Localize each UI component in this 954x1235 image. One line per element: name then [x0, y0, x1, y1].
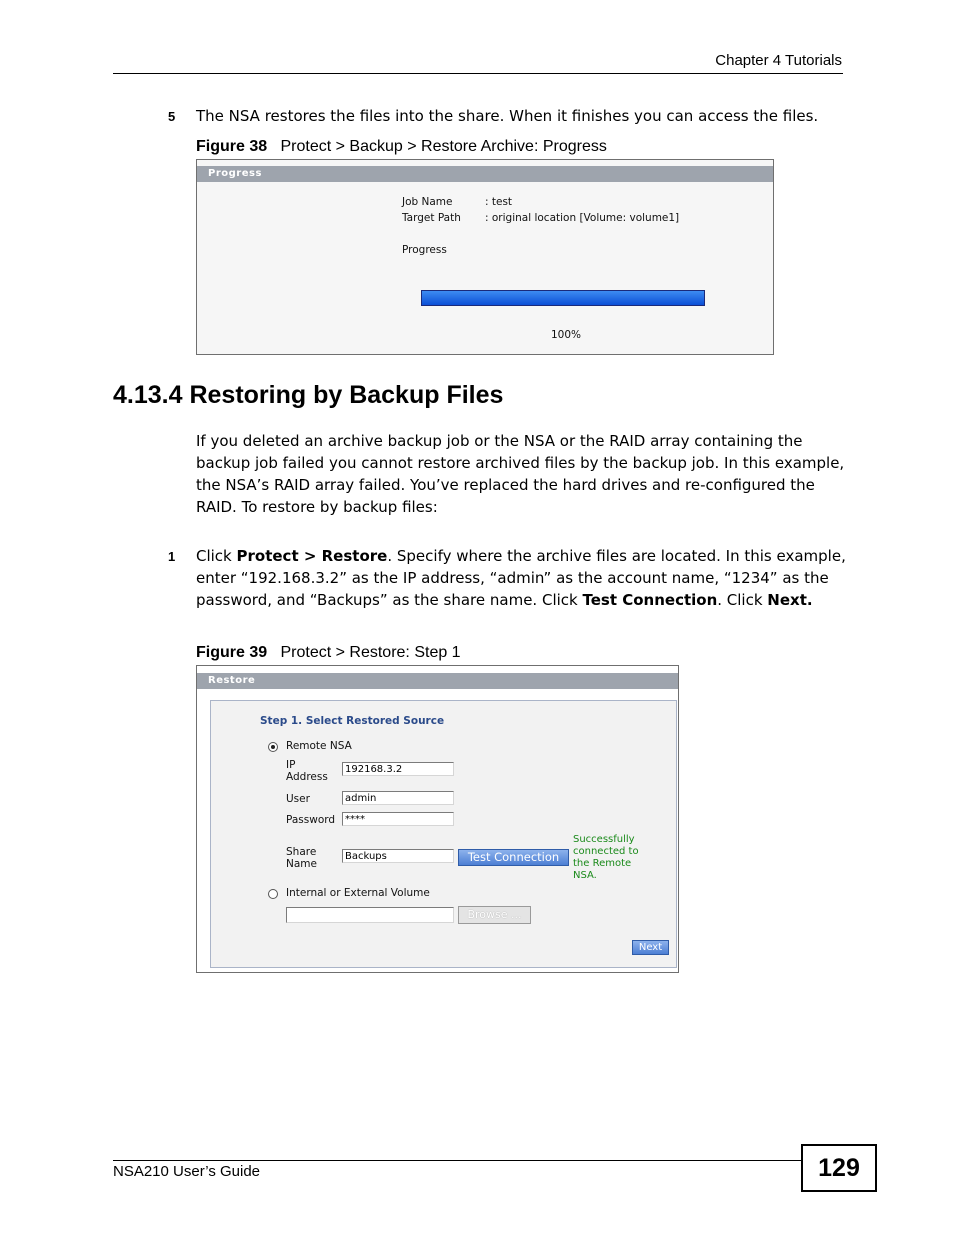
progress-bar-fill	[422, 291, 704, 305]
step-title: Step 1. Select Restored Source	[260, 715, 445, 727]
status-line: NSA.	[573, 870, 597, 881]
step-number: 5	[168, 109, 176, 124]
figure-label: Figure 38	[196, 138, 268, 155]
target-path-value: : original location [Volume: volume1]	[485, 212, 680, 224]
progress-label: Progress	[402, 244, 447, 256]
job-name-value: : test	[485, 196, 513, 208]
radio-dot	[271, 745, 275, 749]
step-text-part: Click	[196, 547, 237, 565]
user-label: User	[286, 793, 310, 805]
section-heading: 4.13.4 Restoring by Backup Files	[113, 381, 504, 409]
progress-panel	[196, 159, 774, 355]
ip-label: IP	[286, 759, 296, 771]
ip-label: Address	[286, 771, 328, 783]
share-name-label: Share	[286, 846, 317, 858]
user-input[interactable]: admin	[342, 791, 454, 805]
browse-button[interactable]: Browse ...	[458, 906, 531, 924]
restore-panel	[196, 665, 679, 973]
volume-label: Internal or External Volume	[286, 887, 430, 899]
figure-caption	[196, 138, 607, 156]
step-text: The NSA restores the files into the share. When it finishes you can access the files.	[196, 107, 819, 125]
password-input[interactable]: ****	[342, 812, 454, 826]
remote-nsa-radio[interactable]	[268, 742, 278, 752]
button-reference: Next.	[767, 591, 813, 609]
progress-percent: 100%	[551, 329, 582, 341]
button-reference: Test Connection	[582, 591, 718, 609]
page-number: 129	[801, 1144, 877, 1192]
ip-address-input[interactable]: 192168.3.2	[342, 762, 454, 776]
progress-bar	[421, 290, 705, 306]
figure-caption-text: Protect > Backup > Restore Archive: Progress	[280, 138, 607, 155]
guide-title: NSA210 User’s Guide	[113, 1163, 261, 1180]
intro-paragraph: If you deleted an archive backup job or the NSA or the RAID array containing the backup job failed you cannot restore archived files by the backup job. In this example, the NSA’s RAID array failed. You’ve replaced the hard drives and re-configured the RAID. To restore by backup files:	[196, 432, 845, 516]
header-rule	[113, 73, 843, 74]
status-line: connected to	[573, 846, 639, 857]
status-line: Successfully	[573, 834, 635, 845]
remote-nsa-label: Remote NSA	[286, 740, 352, 752]
job-name-label: Job Name	[402, 196, 453, 208]
volume-radio[interactable]	[268, 889, 278, 899]
share-name-input[interactable]: Backups	[342, 849, 454, 863]
restore-form	[210, 700, 677, 968]
figure-caption-text: Protect > Restore: Step 1	[280, 644, 461, 661]
share-name-label: Name	[286, 858, 317, 870]
volume-path-input[interactable]	[286, 907, 454, 923]
chapter-header: Chapter 4 Tutorials	[715, 52, 842, 69]
step-number: 1	[168, 549, 176, 564]
connection-status	[573, 834, 639, 882]
panel-title-bar: Progress	[197, 166, 773, 182]
test-connection-button[interactable]: Test Connection	[458, 849, 569, 866]
password-label: Password	[286, 814, 336, 826]
footer-rule	[113, 1160, 802, 1161]
menu-path: Protect > Restore	[236, 547, 388, 565]
panel-title-bar: Restore	[197, 673, 678, 689]
step-text	[196, 545, 856, 611]
step-text-part: . Specify where the archive files are located. In this example, enter “192.168.3.2” as the IP address, “admin” as the account name, “1234” as the password, and “Backups” as the share name. Click	[196, 547, 846, 609]
figure-caption	[196, 644, 461, 662]
status-line: the Remote	[573, 858, 632, 869]
step-text-part: . Click	[717, 591, 768, 609]
next-button[interactable]: Next	[632, 940, 669, 955]
target-path-label: Target Path	[402, 212, 461, 224]
figure-label: Figure 39	[196, 644, 268, 661]
